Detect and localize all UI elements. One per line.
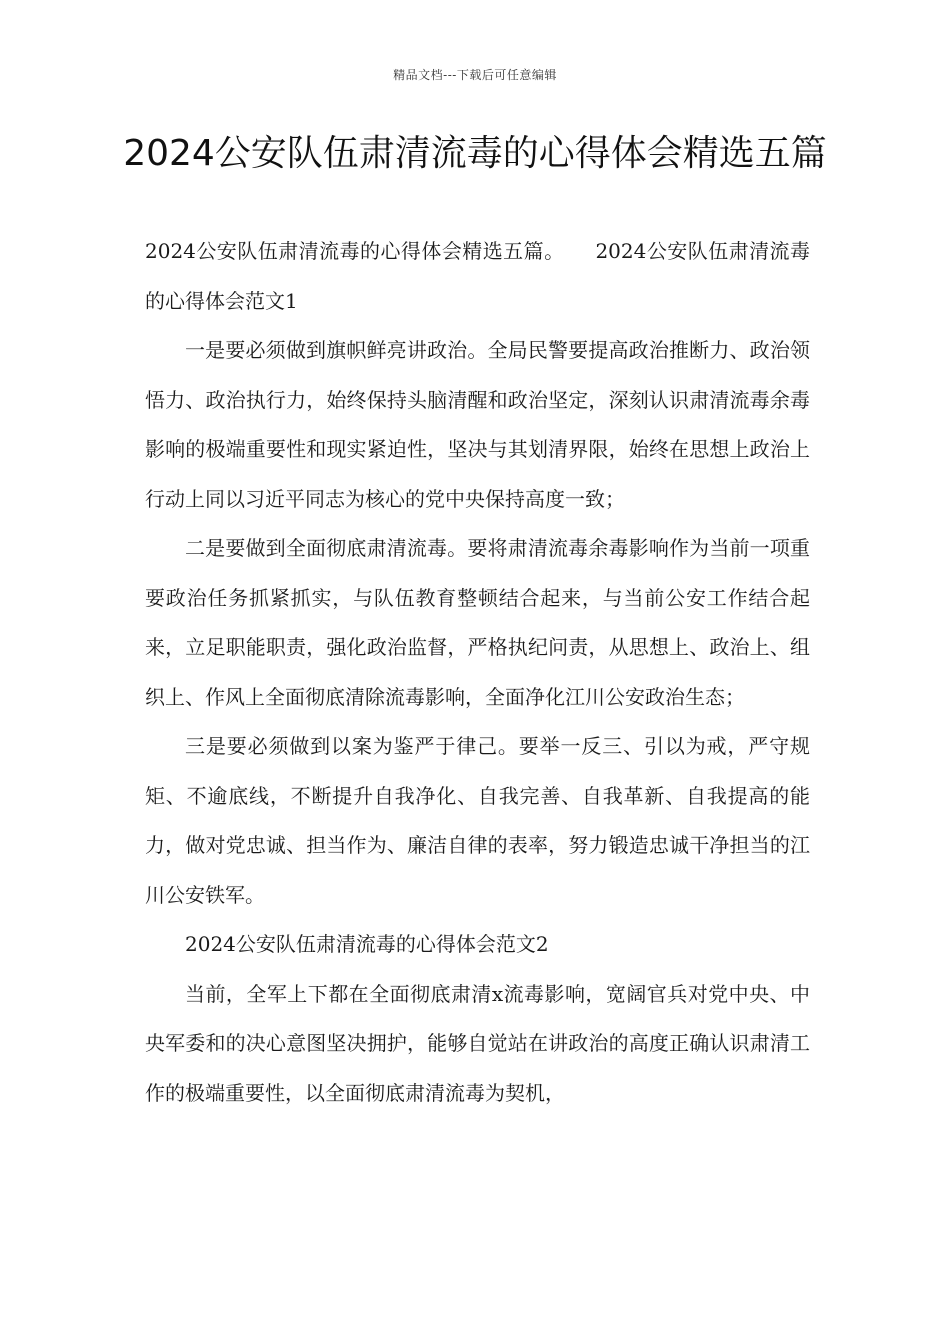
paragraph-4: 当前，全军上下都在全面彻底肃清x流毒影响，宽阔官兵对党中央、中央军委和的决心意图坚决拥护，能够自觉站在讲政治的高度正确认识肃清工作的极端重要性，以全面彻底肃清流毒为契机，: [145, 981, 810, 1105]
document-title: 2024公安队伍肃清流毒的心得体会精选五篇: [123, 133, 827, 174]
section-subheading: 2024公安队伍肃清流毒的心得体会范文2: [185, 932, 549, 956]
paragraph-2: 二是要做到全面彻底肃清流毒。要将肃清流毒余毒影响作为当前一项重要政治任务抓紧抓实，与队伍教育整顿结合起来，与当前公安工作结合起来，立足职能职责，强化政治监督，严格执纪问责，从思想上、政治上、组织上、作风上全面彻底清除流毒影响，全面净化江川公安政治生态；: [145, 536, 810, 709]
document-body: [145, 227, 810, 1118]
intro-paragraph: 2024公安队伍肃清流毒的心得体会精选五篇。 2024公安队伍肃清流毒的心得体会范文1: [145, 239, 810, 313]
paragraph-3: 三是要必须做到以案为鉴严于律己。要举一反三、引以为戒，严守规矩、不逾底线，不断提升自我净化、自我完善、自我革新、自我提高的能力，做对党忠诚、担当作为、廉洁自律的表率，努力锻造忠诚干净担当的江川公安铁军。: [145, 734, 810, 907]
header-note: 精品文档---下载后可任意编辑: [393, 68, 557, 82]
paragraph-1: 一是要必须做到旗帜鲜亮讲政治。全局民警要提高政治推断力、政治领悟力、政治执行力，始终保持头脑清醒和政治坚定，深刻认识肃清流毒余毒影响的极端重要性和现实紧迫性，坚决与其划清界限，始终在思想上政治上行动上同以习近平同志为核心的党中央保持高度一致；: [145, 338, 810, 511]
